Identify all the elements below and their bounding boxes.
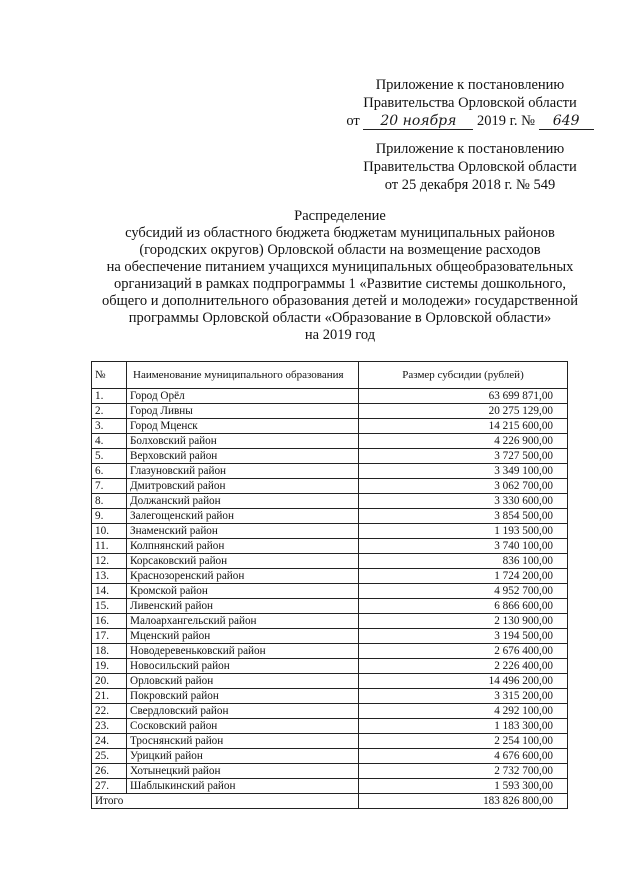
municipality-name: Краснозоренский район — [127, 569, 359, 584]
table-row — [92, 644, 568, 659]
subsidy-amount: 3 740 100,00 — [359, 539, 568, 554]
table-row — [92, 599, 568, 614]
subsidy-amount: 3 854 500,00 — [359, 509, 568, 524]
table-row — [92, 779, 568, 794]
municipality-name: Залегощенский район — [127, 509, 359, 524]
total-value: 183 826 800,00 — [359, 794, 568, 809]
title-line: организаций в рамках подпрограммы 1 «Развитие системы дошкольного, — [113, 276, 567, 292]
subsidy-amount: 3 349 100,00 — [359, 464, 568, 479]
subsidy-amount: 3 315 200,00 — [359, 689, 568, 704]
title-line: на обеспечение питанием учащихся муниципальных общеобразовательных — [106, 259, 574, 275]
header-line: от 25 декабря 2018 г. № 549 — [384, 177, 556, 193]
municipality-name: Покровский район — [127, 689, 359, 704]
row-number: 15. — [92, 599, 127, 614]
subsidy-amount: 1 593 300,00 — [359, 779, 568, 794]
municipality-name: Троснянский район — [127, 734, 359, 749]
row-number: 13. — [92, 569, 127, 584]
row-number: 25. — [92, 749, 127, 764]
title-line: субсидий из областного бюджета бюджетам муниципальных районов — [125, 225, 555, 241]
table-row — [92, 674, 568, 689]
table-row — [92, 509, 568, 524]
table-row — [92, 689, 568, 704]
row-number: 3. — [92, 419, 127, 434]
document-title — [40, 208, 640, 344]
header-line: Приложение к постановлению — [375, 141, 565, 157]
title-line: на 2019 год — [304, 327, 376, 343]
header-line: Правительства Орловской области — [363, 95, 577, 111]
table-row — [92, 479, 568, 494]
header-number: № — [92, 362, 127, 389]
subsidy-amount: 836 100,00 — [359, 554, 568, 569]
total-row — [92, 794, 568, 809]
table-row — [92, 419, 568, 434]
row-number: 5. — [92, 449, 127, 464]
row-number: 26. — [92, 764, 127, 779]
table-row — [92, 449, 568, 464]
row-number: 10. — [92, 524, 127, 539]
municipality-name: Мценский район — [127, 629, 359, 644]
header-amount: Размер субсидии (рублей) — [359, 362, 568, 389]
table-row — [92, 464, 568, 479]
subsidy-table — [91, 361, 568, 809]
table-row — [92, 494, 568, 509]
subsidy-amount: 20 275 129,00 — [359, 404, 568, 419]
municipality-name: Город Мценск — [127, 419, 359, 434]
subsidy-amount: 14 496 200,00 — [359, 674, 568, 689]
municipality-name: Город Орёл — [127, 389, 359, 404]
table-row — [92, 434, 568, 449]
table-row — [92, 719, 568, 734]
subsidy-amount: 1 724 200,00 — [359, 569, 568, 584]
subsidy-amount: 1 193 500,00 — [359, 524, 568, 539]
table-header-row — [92, 362, 568, 389]
table-row — [92, 569, 568, 584]
subsidy-amount: 1 183 300,00 — [359, 719, 568, 734]
subsidy-amount: 2 732 700,00 — [359, 764, 568, 779]
date-suffix: 2019 г. № — [477, 113, 536, 129]
handwritten-date: 20 ноября — [363, 114, 473, 130]
table-row — [92, 659, 568, 674]
row-number: 1. — [92, 389, 127, 404]
subsidy-amount: 2 254 100,00 — [359, 734, 568, 749]
table-row — [92, 614, 568, 629]
row-number: 14. — [92, 584, 127, 599]
table-row — [92, 749, 568, 764]
row-number: 19. — [92, 659, 127, 674]
subsidy-amount: 2 226 400,00 — [359, 659, 568, 674]
header-line: Правительства Орловской области — [363, 159, 577, 175]
subsidy-amount: 3 194 500,00 — [359, 629, 568, 644]
header-line: Приложение к постановлению — [375, 77, 565, 93]
municipality-name: Новодеревеньковский район — [127, 644, 359, 659]
municipality-name: Глазуновский район — [127, 464, 359, 479]
row-number: 23. — [92, 719, 127, 734]
municipality-name: Малоархангельский район — [127, 614, 359, 629]
subsidy-amount: 3 330 600,00 — [359, 494, 568, 509]
municipality-name: Новосильский район — [127, 659, 359, 674]
municipality-name: Город Ливны — [127, 404, 359, 419]
subsidy-amount: 63 699 871,00 — [359, 389, 568, 404]
row-number: 4. — [92, 434, 127, 449]
municipality-name: Ливенский район — [127, 599, 359, 614]
row-number: 8. — [92, 494, 127, 509]
table-row — [92, 554, 568, 569]
table-row — [92, 524, 568, 539]
municipality-name: Орловский район — [127, 674, 359, 689]
row-number: 12. — [92, 554, 127, 569]
subsidy-amount: 6 866 600,00 — [359, 599, 568, 614]
subsidy-amount: 4 676 600,00 — [359, 749, 568, 764]
table-row — [92, 539, 568, 554]
header-municipality: Наименование муниципального образования — [127, 362, 359, 389]
subsidy-amount: 3 727 500,00 — [359, 449, 568, 464]
subsidy-amount: 2 676 400,00 — [359, 644, 568, 659]
municipality-name: Колпнянский район — [127, 539, 359, 554]
row-number: 24. — [92, 734, 127, 749]
table-row — [92, 734, 568, 749]
handwritten-number: 649 — [539, 114, 594, 130]
table-row — [92, 704, 568, 719]
subsidy-amount: 4 226 900,00 — [359, 434, 568, 449]
subsidy-amount: 4 292 100,00 — [359, 704, 568, 719]
municipality-name: Шаблыкинский район — [127, 779, 359, 794]
row-number: 20. — [92, 674, 127, 689]
table-row — [92, 629, 568, 644]
table-row — [92, 764, 568, 779]
municipality-name: Дмитровский район — [127, 479, 359, 494]
row-number: 27. — [92, 779, 127, 794]
row-number: 16. — [92, 614, 127, 629]
total-label: Итого — [92, 794, 359, 809]
subsidy-amount: 14 215 600,00 — [359, 419, 568, 434]
row-number: 21. — [92, 689, 127, 704]
row-number: 11. — [92, 539, 127, 554]
subsidy-amount: 4 952 700,00 — [359, 584, 568, 599]
table-body — [92, 389, 568, 794]
date-line — [330, 112, 610, 130]
municipality-name: Болховский район — [127, 434, 359, 449]
table-row — [92, 389, 568, 404]
municipality-name: Должанский район — [127, 494, 359, 509]
municipality-name: Хотынецкий район — [127, 764, 359, 779]
municipality-name: Корсаковский район — [127, 554, 359, 569]
row-number: 2. — [92, 404, 127, 419]
title-line: (городских округов) Орловской области на возмещение расходов — [139, 242, 541, 258]
subsidy-amount: 2 130 900,00 — [359, 614, 568, 629]
municipality-name: Урицкий район — [127, 749, 359, 764]
row-number: 6. — [92, 464, 127, 479]
subsidy-amount: 3 062 700,00 — [359, 479, 568, 494]
municipality-name: Сосковский район — [127, 719, 359, 734]
municipality-name: Кромской район — [127, 584, 359, 599]
row-number: 18. — [92, 644, 127, 659]
table-row — [92, 404, 568, 419]
municipality-name: Верховский район — [127, 449, 359, 464]
title-line: общего и дополнительного образования детей и молодежи» государственной — [102, 293, 578, 309]
municipality-name: Знаменский район — [127, 524, 359, 539]
approval-header — [330, 76, 610, 130]
row-number: 7. — [92, 479, 127, 494]
row-number: 9. — [92, 509, 127, 524]
original-appendix-header — [330, 140, 610, 194]
date-prefix: от — [346, 113, 360, 129]
table-row — [92, 584, 568, 599]
municipality-name: Свердловский район — [127, 704, 359, 719]
row-number: 17. — [92, 629, 127, 644]
title-line: Распределение — [294, 208, 386, 224]
title-line: программы Орловской области «Образование в Орловской области» — [128, 310, 552, 326]
row-number: 22. — [92, 704, 127, 719]
